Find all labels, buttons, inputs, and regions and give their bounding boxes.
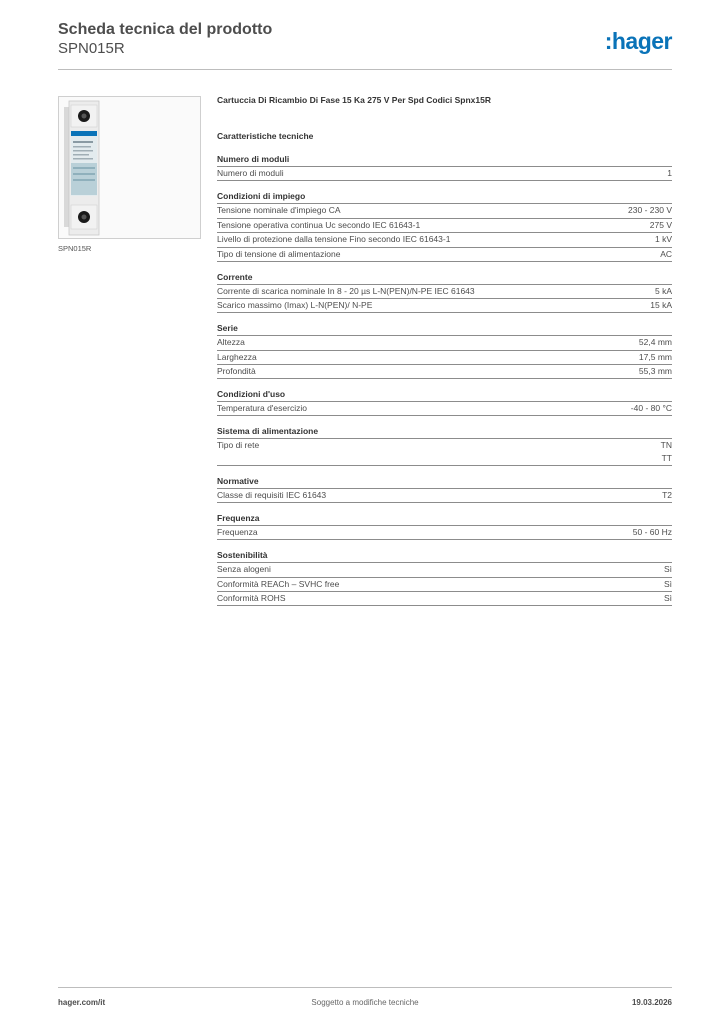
section-title: Serie [217, 323, 238, 333]
product-description: Cartuccia Di Ricambio Di Fase 15 Ka 275 V Per Spd Codici Spnx15R [217, 95, 491, 105]
spec-row [217, 562, 672, 577]
spec-section [217, 322, 672, 379]
spec-value: 230 - 230 V [628, 205, 672, 215]
spec-label: Larghezza [217, 351, 257, 362]
spec-label: Profondità [217, 366, 256, 376]
spec-sections [217, 153, 672, 606]
spec-row [217, 401, 672, 416]
spec-value: Sì [663, 593, 672, 603]
page-footer [58, 987, 672, 1015]
page-title: Scheda tecnica del prodotto [58, 21, 273, 38]
spec-value: 5 kA [654, 285, 672, 296]
footer-date: 19.03.2026 [631, 998, 672, 1007]
spec-value: T2 [662, 490, 672, 500]
product-image [58, 96, 201, 239]
spec-label: Conformità ROHS [217, 593, 286, 603]
section-title: Sistema di alimentazione [217, 426, 319, 436]
spec-row [217, 577, 672, 592]
section-title: Normative [217, 476, 259, 486]
section-title: Sostenibilità [217, 550, 268, 560]
section-title: Frequenza [217, 513, 260, 523]
surge-protector-cartridge-image [59, 97, 200, 238]
spec-label: Tensione nominale d'impiego CA [217, 205, 341, 215]
spec-label: Conformità REACh – SVHC free [217, 578, 340, 589]
spec-label: Temperatura d'esercizio [217, 403, 307, 413]
spec-value: Sì [663, 578, 672, 589]
spec-label: Numero di moduli [217, 168, 284, 178]
spec-section [217, 388, 672, 416]
spec-value: TN TT [660, 440, 672, 463]
spec-row [217, 335, 672, 350]
spec-content [217, 93, 672, 606]
image-caption: SPN015R [58, 244, 92, 253]
spec-row [217, 247, 672, 262]
spec-value: AC [660, 248, 672, 259]
spec-value: 55,3 mm [638, 366, 672, 376]
footer-notice: Soggetto a modifiche tecniche [311, 998, 419, 1007]
spec-section [217, 549, 672, 606]
spec-section [217, 425, 672, 466]
section-title: Condizioni di impiego [217, 191, 306, 201]
spec-section [217, 512, 672, 540]
spec-section [217, 153, 672, 181]
spec-value: 50 - 60 Hz [632, 527, 672, 537]
spec-row [217, 350, 672, 365]
product-code: SPN015R [58, 40, 125, 57]
footer-website-link[interactable]: hager.com/it [58, 998, 106, 1007]
spec-value: 15 kA [650, 300, 672, 310]
section-title: Corrente [217, 271, 253, 282]
spec-value: 52,4 mm [638, 337, 672, 347]
spec-value: Sì [663, 564, 672, 574]
spec-value: 17,5 mm [638, 351, 672, 362]
spec-value: -40 - 80 °C [630, 403, 672, 413]
spec-label: Classe di requisiti IEC 61643 [217, 490, 327, 500]
spec-label: Tensione operativa continua Uc secondo IEC 61643-1 [217, 219, 421, 230]
spec-row [217, 488, 672, 503]
section-title: Numero di moduli [217, 154, 290, 164]
hager-logo[interactable]: :hager [604, 28, 672, 54]
spec-row [217, 364, 672, 379]
spec-section [217, 475, 672, 503]
spec-section [217, 271, 672, 314]
spec-value: 275 V [649, 219, 672, 230]
section-title: Condizioni d'uso [217, 389, 286, 399]
spec-value: 1 [667, 168, 672, 178]
page-header [58, 20, 672, 70]
spec-row [217, 525, 672, 540]
spec-row [217, 166, 672, 181]
spec-label: Corrente di scarica nominale In 8 - 20 µs L-N(PEN)/N-PE IEC 61643 [217, 285, 475, 296]
spec-label: Frequenza [217, 527, 258, 537]
spec-label: Altezza [217, 337, 245, 347]
spec-row [217, 591, 672, 606]
spec-label: Senza alogeni [217, 564, 271, 574]
spec-section [217, 190, 672, 262]
spec-row [217, 298, 672, 313]
spec-row [217, 232, 672, 247]
spec-row [217, 284, 672, 299]
tech-heading: Caratteristiche tecniche [217, 131, 314, 141]
spec-label: Scarico massimo (Imax) L-N(PEN)/ N-PE [217, 300, 373, 310]
spec-label: Tipo di rete [217, 440, 260, 450]
spec-row [217, 438, 672, 466]
spec-value: 1 kV [654, 234, 672, 244]
spec-row [217, 203, 672, 218]
spec-label: Livello di protezione dalla tensione Fino secondo IEC 61643-1 [217, 234, 451, 244]
spec-label: Tipo di tensione di alimentazione [217, 248, 341, 259]
spec-row [217, 218, 672, 233]
